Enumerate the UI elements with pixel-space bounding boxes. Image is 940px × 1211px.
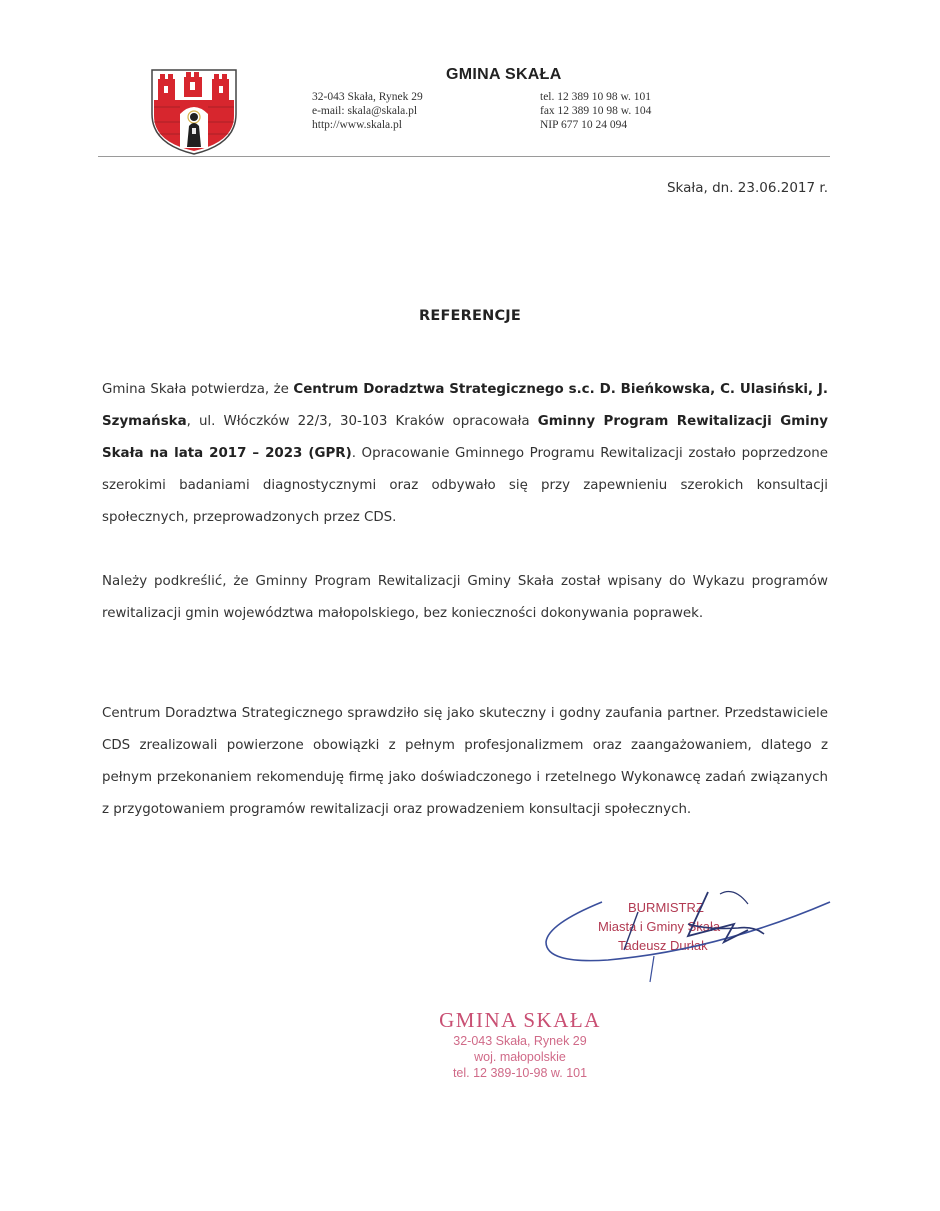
header-website: http://www.skala.pl xyxy=(312,119,402,131)
org-name: GMINA SKAŁA xyxy=(446,66,562,83)
header-fax: fax 12 389 10 98 w. 104 xyxy=(540,105,652,117)
letter-title: REFERENCJE xyxy=(418,308,522,324)
signature-office: Miasta i Gminy Skała xyxy=(598,919,721,934)
paragraph-3: Centrum Doradztwa Strategicznego sprawdziło się jako skuteczny i godny zaufania partner. Przedstawiciele CDS zrealizowali powierzone obowiązki z pełnym profesjonalizmem oraz zaangażowaniem, dlatego z pełnym przekonaniem rekomenduję firmę jako doświadczonego i rzetelnego Wykonawcę zadań związanych z przygotowaniem programów rewitalizacji oraz prowadzeniem konsultacji społecznych. xyxy=(102,706,828,817)
header-tel: tel. 12 389 10 98 w. 101 xyxy=(540,91,652,103)
coat-of-arms-icon xyxy=(146,62,242,158)
stamp-org-name: GMINA SKAŁA xyxy=(439,1008,601,1032)
header-contact-right xyxy=(540,90,651,132)
office-stamp xyxy=(0,1008,940,1081)
p1-company-name: Centrum Doradztwa Strategicznego s.c. D. Bieńkowska, C. Ulasiński, J. Szymańska xyxy=(102,382,828,429)
header-nip: NIP 677 10 24 094 xyxy=(540,119,628,131)
handwritten-signature xyxy=(538,884,838,984)
p1-text-a: Gmina Skała potwierdza, że xyxy=(102,382,294,397)
stamp-address: 32-043 Skała, Rynek 29 xyxy=(453,1034,587,1048)
header-email: e-mail: skala@skala.pl xyxy=(312,105,418,117)
header-divider xyxy=(98,156,830,157)
stamp-phone: tel. 12 389-10-98 w. 101 xyxy=(452,1066,588,1080)
header-address: 32-043 Skała, Rynek 29 xyxy=(312,91,423,103)
stamp-region: woj. małopolskie xyxy=(474,1050,566,1064)
signature-person: Tadeusz Durłak xyxy=(618,938,708,953)
paragraph-2: Należy podkreślić, że Gminny Program Rewitalizacji Gminy Skała został wpisany do Wykazu programów rewitalizacji gmin województwa małopolskiego, bez konieczności dokonywania poprawek. xyxy=(102,574,828,621)
p1-program-name: Gminny Program Rewitalizacji Gminy Skała na lata 2017 – 2023 (GPR) xyxy=(102,414,828,461)
p1-text-c: , ul. Włóczków 22/3, 30-103 Kraków opracowała xyxy=(186,414,538,429)
header-contact-left xyxy=(312,90,423,132)
p1-text-e: . Opracowanie Gminnego Programu Rewitalizacji zostało poprzedzone szerokimi badaniami diagnostycznymi oraz odbywało się przy zapewnieniu szerokich konsultacji społecznych, przeprowadzonych przez CDS. xyxy=(102,446,828,525)
letter-date: Skała, dn. 23.06.2017 r. xyxy=(666,180,828,196)
paragraph-1 xyxy=(102,374,828,534)
signature-title: BURMISTRZ xyxy=(628,900,704,915)
